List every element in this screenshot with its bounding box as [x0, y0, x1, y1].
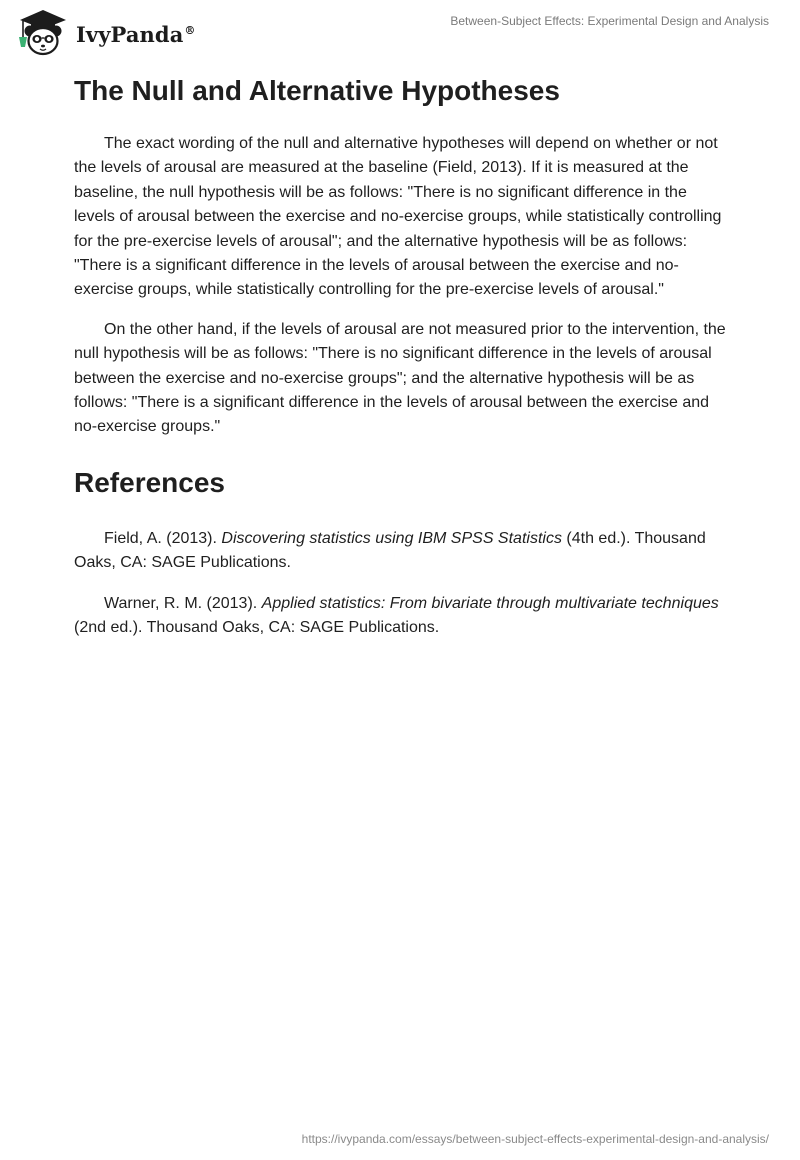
- paragraph: The exact wording of the null and alternative hypotheses will depend on whether or not the levels of arousal are measured at the baseline (Field, 2013). If it is measured at the baseline, the null hypothesis will be as follows: "There is no significant difference in the levels of arousal between the exercise and no-exercise groups, while statistically controlling for the pre-exercise levels of arousal"; and the alternative hypothesis will be as follows: "There is a significant difference in the levels of arousal between the exercise and no-exercise groups, while statistically controlling for the pre-exercise levels of arousal.": [74, 135, 722, 299]
- references-list: [74, 527, 728, 641]
- brand-logo[interactable]: [14, 7, 196, 57]
- registered-mark: ®: [184, 23, 196, 37]
- reference-author: Warner, R. M. (2013).: [104, 594, 262, 612]
- reference-item: [74, 592, 728, 641]
- panda-graduation-cap-icon: [14, 7, 72, 57]
- essay-content: [74, 72, 728, 641]
- section-body: [74, 132, 728, 440]
- reference-title: Applied statistics: From bivariate through multivariate techniques: [261, 594, 719, 612]
- paragraph: On the other hand, if the levels of arousal are not measured prior to the intervention, the null hypothesis will be as follows: "There is no significant difference in the levels of arousal between the exercise and no-exercise groups"; and the alternative hypothesis will be as follows: "There is a significant difference in the levels of arousal between the exercise and no-exercise groups.": [74, 320, 726, 436]
- references-heading: References: [74, 466, 225, 498]
- source-url[interactable]: https://ivypanda.com/essays/between-subject-effects-experimental-design-and-analysis/: [301, 1132, 769, 1146]
- reference-item: [74, 527, 728, 576]
- section-heading: The Null and Alternative Hypotheses: [74, 75, 560, 106]
- reference-author: Field, A. (2013).: [104, 529, 222, 547]
- reference-publisher: (2nd ed.). Thousand Oaks, CA: SAGE Publications.: [74, 619, 440, 637]
- page-header: [0, 0, 800, 60]
- brand-name: IvyPanda®: [76, 21, 196, 47]
- reference-publisher: (4th ed.). Thousand Oaks, CA: SAGE Publications.: [74, 529, 706, 572]
- reference-title: Discovering statistics using IBM SPSS Statistics: [221, 529, 562, 547]
- document-title: Between-Subject Effects: Experimental Design and Analysis: [450, 14, 769, 28]
